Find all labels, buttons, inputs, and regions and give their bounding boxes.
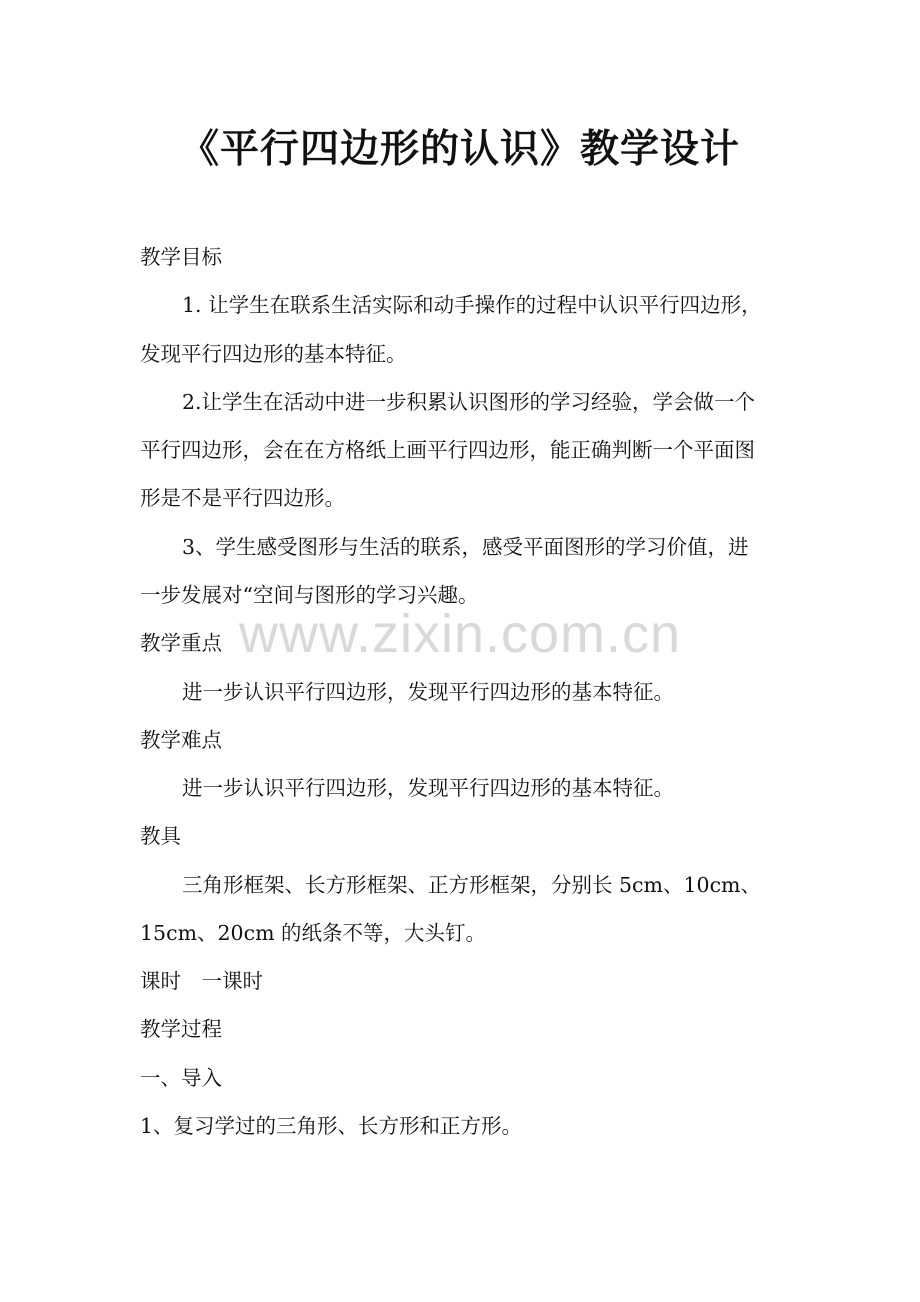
difficulty-text: 进一步认识平行四边形，发现平行四边形的基本特征。 [182, 776, 674, 800]
goal-1-line-2: 发现平行四边形的基本特征。 [140, 342, 407, 366]
goal-2-line-3: 形是不是平行四边形。 [140, 486, 345, 510]
watermark: www.zixin.com.cn [238, 604, 682, 664]
teaching-tools-heading: 教具 [140, 824, 181, 848]
process-heading: 教学过程 [140, 1017, 222, 1041]
difficulty-heading: 教学难点 [140, 728, 222, 752]
teaching-tools-line-2: 15cm、20cm 的纸条不等，大头钉。 [140, 921, 487, 945]
key-points-text: 进一步认识平行四边形，发现平行四边形的基本特征。 [182, 680, 674, 704]
goal-3-line-2: 一步发展对“空间与图形的学习兴趣。 [140, 583, 479, 607]
goal-1-line-1: 1. 让学生在联系生活实际和动手操作的过程中认识平行四边形， [182, 293, 762, 317]
section-1-heading: 一、导入 [140, 1066, 222, 1090]
document-title: 《平行四边形的认识》教学设计 [179, 127, 740, 172]
teaching-tools-line-1: 三角形框架、长方形框架、正方形框架，分别长 5cm、10cm、 [182, 873, 761, 897]
goal-2-line-2: 平行四边形，会在在方格纸上画平行四边形，能正确判断一个平面图 [140, 438, 755, 462]
goal-2-line-1: 2.让学生在活动中进一步积累认识图形的学习经验，学会做一个 [182, 390, 756, 414]
goals-heading: 教学目标 [140, 245, 222, 269]
class-period: 课时 一课时 [140, 969, 263, 993]
key-points-heading: 教学重点 [140, 631, 222, 655]
goal-3-line-1: 3、学生感受图形与生活的联系，感受平面图形的学习价值，进 [182, 535, 749, 559]
section-1-step-1: 1、复习学过的三角形、长方形和正方形。 [140, 1114, 523, 1138]
